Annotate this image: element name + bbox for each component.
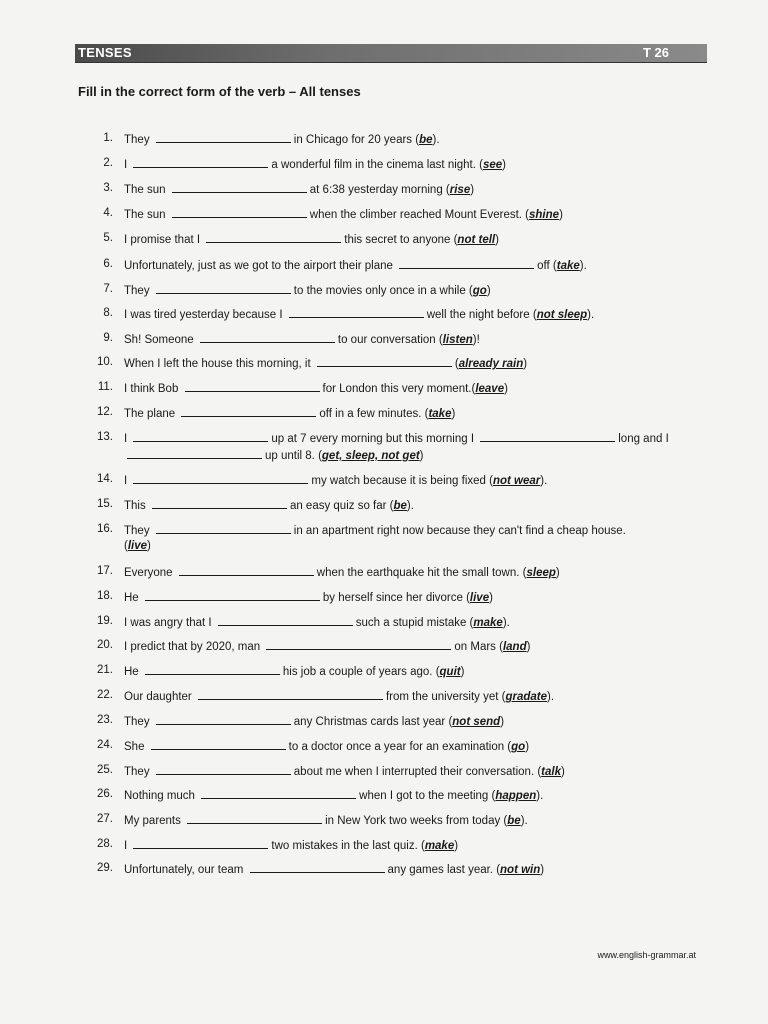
answer-blank[interactable] xyxy=(156,282,291,294)
exercise-sentence xyxy=(124,497,414,514)
sentence-text: They xyxy=(124,766,150,778)
verb-hint: live xyxy=(469,592,490,604)
exercise-number: 9. xyxy=(103,332,113,344)
sentence-text: ). xyxy=(536,790,544,802)
verb-hint: already rain xyxy=(458,358,524,370)
verb-hint: live xyxy=(127,540,148,552)
sentence-text: ). xyxy=(520,815,528,827)
sentence-text: to our conversation ( xyxy=(337,334,443,346)
answer-blank[interactable] xyxy=(172,206,307,218)
answer-blank[interactable] xyxy=(250,861,385,873)
verb-hint: quit xyxy=(439,666,461,678)
verb-hint: make xyxy=(473,617,503,629)
sentence-text: He xyxy=(124,666,139,678)
sentence-text: ) xyxy=(555,567,560,579)
sentence-text: ) xyxy=(495,234,499,246)
sentence-text: I predict that by 2020, man xyxy=(124,641,261,653)
exercise-sentence xyxy=(124,306,594,323)
verb-hint: not win xyxy=(500,864,541,876)
header-title: TENSES xyxy=(78,45,132,60)
sentence-text: any Christmas cards last year ( xyxy=(293,716,453,728)
exercise-number: 26. xyxy=(97,788,113,800)
sentence-text: ) xyxy=(470,184,475,196)
sentence-text: ) xyxy=(454,840,459,852)
verb-hint: sleep xyxy=(526,567,556,579)
sentence-text: ) xyxy=(504,383,508,395)
sentence-text: ). xyxy=(540,475,548,487)
exercise-number: 16. xyxy=(97,523,113,535)
exercise-sentence-continued xyxy=(124,539,151,554)
sentence-text: She xyxy=(124,741,145,753)
sentence-text: when the climber reached Mount Everest. ( xyxy=(309,209,530,221)
answer-blank[interactable] xyxy=(145,589,320,601)
answer-blank[interactable] xyxy=(156,713,291,725)
answer-blank[interactable] xyxy=(151,738,286,750)
exercise-number: 29. xyxy=(97,862,113,874)
sentence-text: I was angry that I xyxy=(124,617,212,629)
exercise-sentence xyxy=(124,861,544,878)
exercise-number: 1. xyxy=(103,132,113,144)
sentence-text: Unfortunately, our team xyxy=(124,864,244,876)
sentence-text: The plane xyxy=(124,408,176,420)
verb-hint: be xyxy=(507,815,521,827)
sentence-text: ) xyxy=(559,209,563,221)
exercise-sentence xyxy=(124,614,510,631)
verb-hint: make xyxy=(424,840,455,852)
answer-blank[interactable] xyxy=(133,472,308,484)
sentence-text: ). xyxy=(502,617,510,629)
exercise-sentence xyxy=(124,206,563,223)
answer-blank[interactable] xyxy=(172,181,307,193)
exercise-sentence xyxy=(124,257,587,274)
verb-hint: not send xyxy=(452,716,501,728)
exercise-sentence xyxy=(124,738,529,755)
exercise-number: 15. xyxy=(97,498,113,510)
answer-blank[interactable] xyxy=(266,638,451,650)
sentence-text: on Mars ( xyxy=(454,641,503,653)
worksheet-title: Fill in the correct form of the verb – All tenses xyxy=(78,84,361,99)
exercise-sentence xyxy=(124,181,474,198)
verb-hint: shine xyxy=(529,209,560,221)
answer-blank[interactable] xyxy=(156,522,291,534)
sentence-text: I xyxy=(124,433,128,445)
verb-hint: get, sleep, not get xyxy=(321,450,420,462)
verb-hint: land xyxy=(502,641,527,653)
sentence-text: by herself since her divorce ( xyxy=(322,592,470,604)
exercise-number: 11. xyxy=(97,381,113,393)
sentence-text: My parents xyxy=(124,815,181,827)
verb-hint: go xyxy=(511,741,526,753)
exercise-sentence-continued xyxy=(124,447,424,464)
sentence-text: ). xyxy=(587,309,595,321)
sentence-text: ( xyxy=(454,358,459,370)
sentence-text: When I left the house this morning, it xyxy=(124,358,311,370)
sentence-text: Everyone xyxy=(124,567,173,579)
exercise-number: 14. xyxy=(97,473,113,485)
sentence-text: off in a few minutes. ( xyxy=(319,408,429,420)
sentence-text: I was tired yesterday because I xyxy=(124,309,283,321)
exercise-sentence xyxy=(124,589,493,606)
exercise-sentence xyxy=(124,156,506,173)
sentence-text: ) xyxy=(525,741,530,753)
exercise-number: 24. xyxy=(97,739,113,751)
answer-blank[interactable] xyxy=(156,131,291,143)
sentence-text: ) xyxy=(486,285,491,297)
sentence-text: to a doctor once a year for an examination ( xyxy=(288,741,512,753)
footer-url: www.english-grammar.at xyxy=(597,950,696,960)
sentence-text: from the university yet ( xyxy=(385,691,506,703)
sentence-text: The sun xyxy=(124,209,166,221)
sentence-text: Unfortunately, just as we got to the airport their plane xyxy=(124,260,393,272)
answer-blank[interactable] xyxy=(317,355,452,367)
verb-hint: happen xyxy=(495,790,537,802)
exercise-number: 3. xyxy=(103,182,113,194)
answer-blank[interactable] xyxy=(181,405,316,417)
exercise-sentence xyxy=(124,638,530,655)
sentence-text: such a stupid mistake ( xyxy=(355,617,474,629)
exercise-sentence xyxy=(124,231,499,248)
exercise-sentence xyxy=(124,430,669,447)
answer-blank[interactable] xyxy=(156,763,291,775)
verb-hint: see xyxy=(482,159,503,171)
exercise-sentence xyxy=(124,564,560,581)
sentence-text: his job a couple of years ago. ( xyxy=(282,666,440,678)
sentence-text: ). xyxy=(432,134,440,146)
exercise-number: 20. xyxy=(97,639,113,651)
verb-hint: rise xyxy=(449,184,471,196)
answer-blank[interactable] xyxy=(185,380,320,392)
exercise-sentence xyxy=(124,282,491,299)
sentence-text: ) xyxy=(540,864,545,876)
sentence-text: two mistakes in the last quiz. ( xyxy=(271,840,425,852)
exercise-number: 6. xyxy=(103,258,113,270)
answer-blank[interactable] xyxy=(152,497,287,509)
answer-blank[interactable] xyxy=(218,614,353,626)
sentence-text: I xyxy=(124,475,128,487)
verb-hint: not tell xyxy=(457,234,496,246)
exercise-sentence xyxy=(124,131,440,148)
sentence-text: ) xyxy=(451,408,456,420)
sentence-text: ). xyxy=(406,500,414,512)
verb-hint: talk xyxy=(541,766,561,778)
sentence-text: any games last year. ( xyxy=(387,864,501,876)
sentence-text: ) xyxy=(500,716,505,728)
exercise-number: 27. xyxy=(97,813,113,825)
answer-blank[interactable] xyxy=(133,430,268,442)
sentence-text: I think Bob xyxy=(124,383,179,395)
answer-blank[interactable] xyxy=(133,837,268,849)
verb-hint: take xyxy=(556,260,580,272)
verb-hint: not wear xyxy=(492,475,541,487)
sentence-text: for London this very moment.( xyxy=(322,383,476,395)
sentence-text: ). xyxy=(547,691,555,703)
answer-blank[interactable] xyxy=(187,812,322,824)
answer-blank[interactable] xyxy=(179,564,314,576)
sentence-text: They xyxy=(124,134,150,146)
exercise-sentence xyxy=(124,522,626,539)
sentence-text: long and I xyxy=(618,433,669,445)
sentence-text: ). xyxy=(579,260,587,272)
sentence-text: well the night before ( xyxy=(426,309,537,321)
answer-blank[interactable] xyxy=(206,231,341,243)
sentence-text: when the earthquake hit the small town. ( xyxy=(316,567,527,579)
exercise-number: 12. xyxy=(97,406,113,418)
sentence-text: I xyxy=(124,840,128,852)
sentence-text: ) xyxy=(502,159,507,171)
sentence-text: up at 7 every morning but this morning I xyxy=(271,433,475,445)
exercise-sentence xyxy=(124,837,458,854)
sentence-text: when I got to the meeting ( xyxy=(359,790,496,802)
verb-hint: be xyxy=(393,500,407,512)
sentence-text: this secret to anyone ( xyxy=(344,234,458,246)
sentence-text: The sun xyxy=(124,184,166,196)
sentence-text: ) xyxy=(526,641,531,653)
verb-hint: not sleep xyxy=(536,309,588,321)
sentence-text: about me when I interrupted their conversation. ( xyxy=(293,766,542,778)
answer-blank[interactable] xyxy=(127,447,262,459)
exercise-number: 18. xyxy=(97,590,113,602)
sentence-text: ) xyxy=(561,766,565,778)
sentence-text: a wonderful film in the cinema last night. ( xyxy=(271,159,483,171)
exercise-sentence xyxy=(124,812,528,829)
sentence-text: ) xyxy=(523,358,528,370)
verb-hint: go xyxy=(472,285,487,297)
exercise-number: 22. xyxy=(97,689,113,701)
sentence-text: in Chicago for 20 years ( xyxy=(293,134,420,146)
answer-blank[interactable] xyxy=(198,688,383,700)
exercise-sentence xyxy=(124,713,504,730)
exercise-number: 23. xyxy=(97,714,113,726)
exercise-number: 19. xyxy=(97,615,113,627)
worksheet-code: T 26 xyxy=(642,45,669,60)
exercise-number: 7. xyxy=(103,283,113,295)
sentence-text: to the movies only once in a while ( xyxy=(293,285,473,297)
exercise-sentence xyxy=(124,787,543,804)
sentence-text: up until 8. ( xyxy=(265,450,322,462)
answer-blank[interactable] xyxy=(289,306,424,318)
sentence-text: off ( xyxy=(537,260,557,272)
exercise-number: 21. xyxy=(97,664,113,676)
answer-blank[interactable] xyxy=(133,156,268,168)
exercise-number: 10. xyxy=(97,356,113,368)
sentence-text: They xyxy=(124,716,150,728)
verb-hint: take xyxy=(428,408,452,420)
sentence-text: my watch because it is being fixed ( xyxy=(311,475,493,487)
sentence-text: I promise that I xyxy=(124,234,201,246)
verb-hint: listen xyxy=(442,334,473,346)
sentence-text: at 6:38 yesterday morning ( xyxy=(309,184,450,196)
exercise-number: 13. xyxy=(97,431,113,443)
exercise-sentence xyxy=(124,763,565,780)
exercise-sentence xyxy=(124,355,527,372)
exercise-number: 8. xyxy=(103,307,113,319)
exercise-sentence xyxy=(124,472,547,489)
sentence-text: ) xyxy=(489,592,493,604)
exercise-number: 5. xyxy=(103,232,113,244)
exercise-number: 2. xyxy=(103,157,113,169)
sentence-text: They xyxy=(124,525,150,537)
sentence-text: Our daughter xyxy=(124,691,192,703)
sentence-text: I xyxy=(124,159,128,171)
sentence-text: ) xyxy=(460,666,465,678)
verb-hint: gradate xyxy=(505,691,548,703)
answer-blank[interactable] xyxy=(399,257,534,269)
verb-hint: leave xyxy=(475,383,505,395)
sentence-text: They xyxy=(124,285,150,297)
answer-blank[interactable] xyxy=(480,430,615,442)
sentence-text: ) xyxy=(147,540,151,552)
answer-blank[interactable] xyxy=(201,787,356,799)
answer-blank[interactable] xyxy=(145,663,280,675)
exercise-number: 28. xyxy=(97,838,113,850)
sentence-text: He xyxy=(124,592,139,604)
sentence-text: in an apartment right now because they can't find a cheap house. xyxy=(293,525,626,537)
exercise-number: 25. xyxy=(97,764,113,776)
answer-blank[interactable] xyxy=(200,331,335,343)
exercise-sentence xyxy=(124,380,508,397)
header-bar xyxy=(75,44,707,63)
sentence-text: )! xyxy=(472,334,480,346)
sentence-text: ( xyxy=(124,540,128,552)
exercise-sentence xyxy=(124,663,464,680)
sentence-text: Nothing much xyxy=(124,790,195,802)
exercise-sentence xyxy=(124,405,455,422)
exercise-number: 17. xyxy=(97,565,113,577)
sentence-text: ) xyxy=(419,450,424,462)
exercise-sentence xyxy=(124,688,554,705)
verb-hint: be xyxy=(419,134,433,146)
sentence-text: Sh! Someone xyxy=(124,334,194,346)
exercise-sentence xyxy=(124,331,480,348)
sentence-text: in New York two weeks from today ( xyxy=(325,815,508,827)
exercise-number: 4. xyxy=(103,207,113,219)
sentence-text: This xyxy=(124,500,146,512)
sentence-text: an easy quiz so far ( xyxy=(289,500,394,512)
